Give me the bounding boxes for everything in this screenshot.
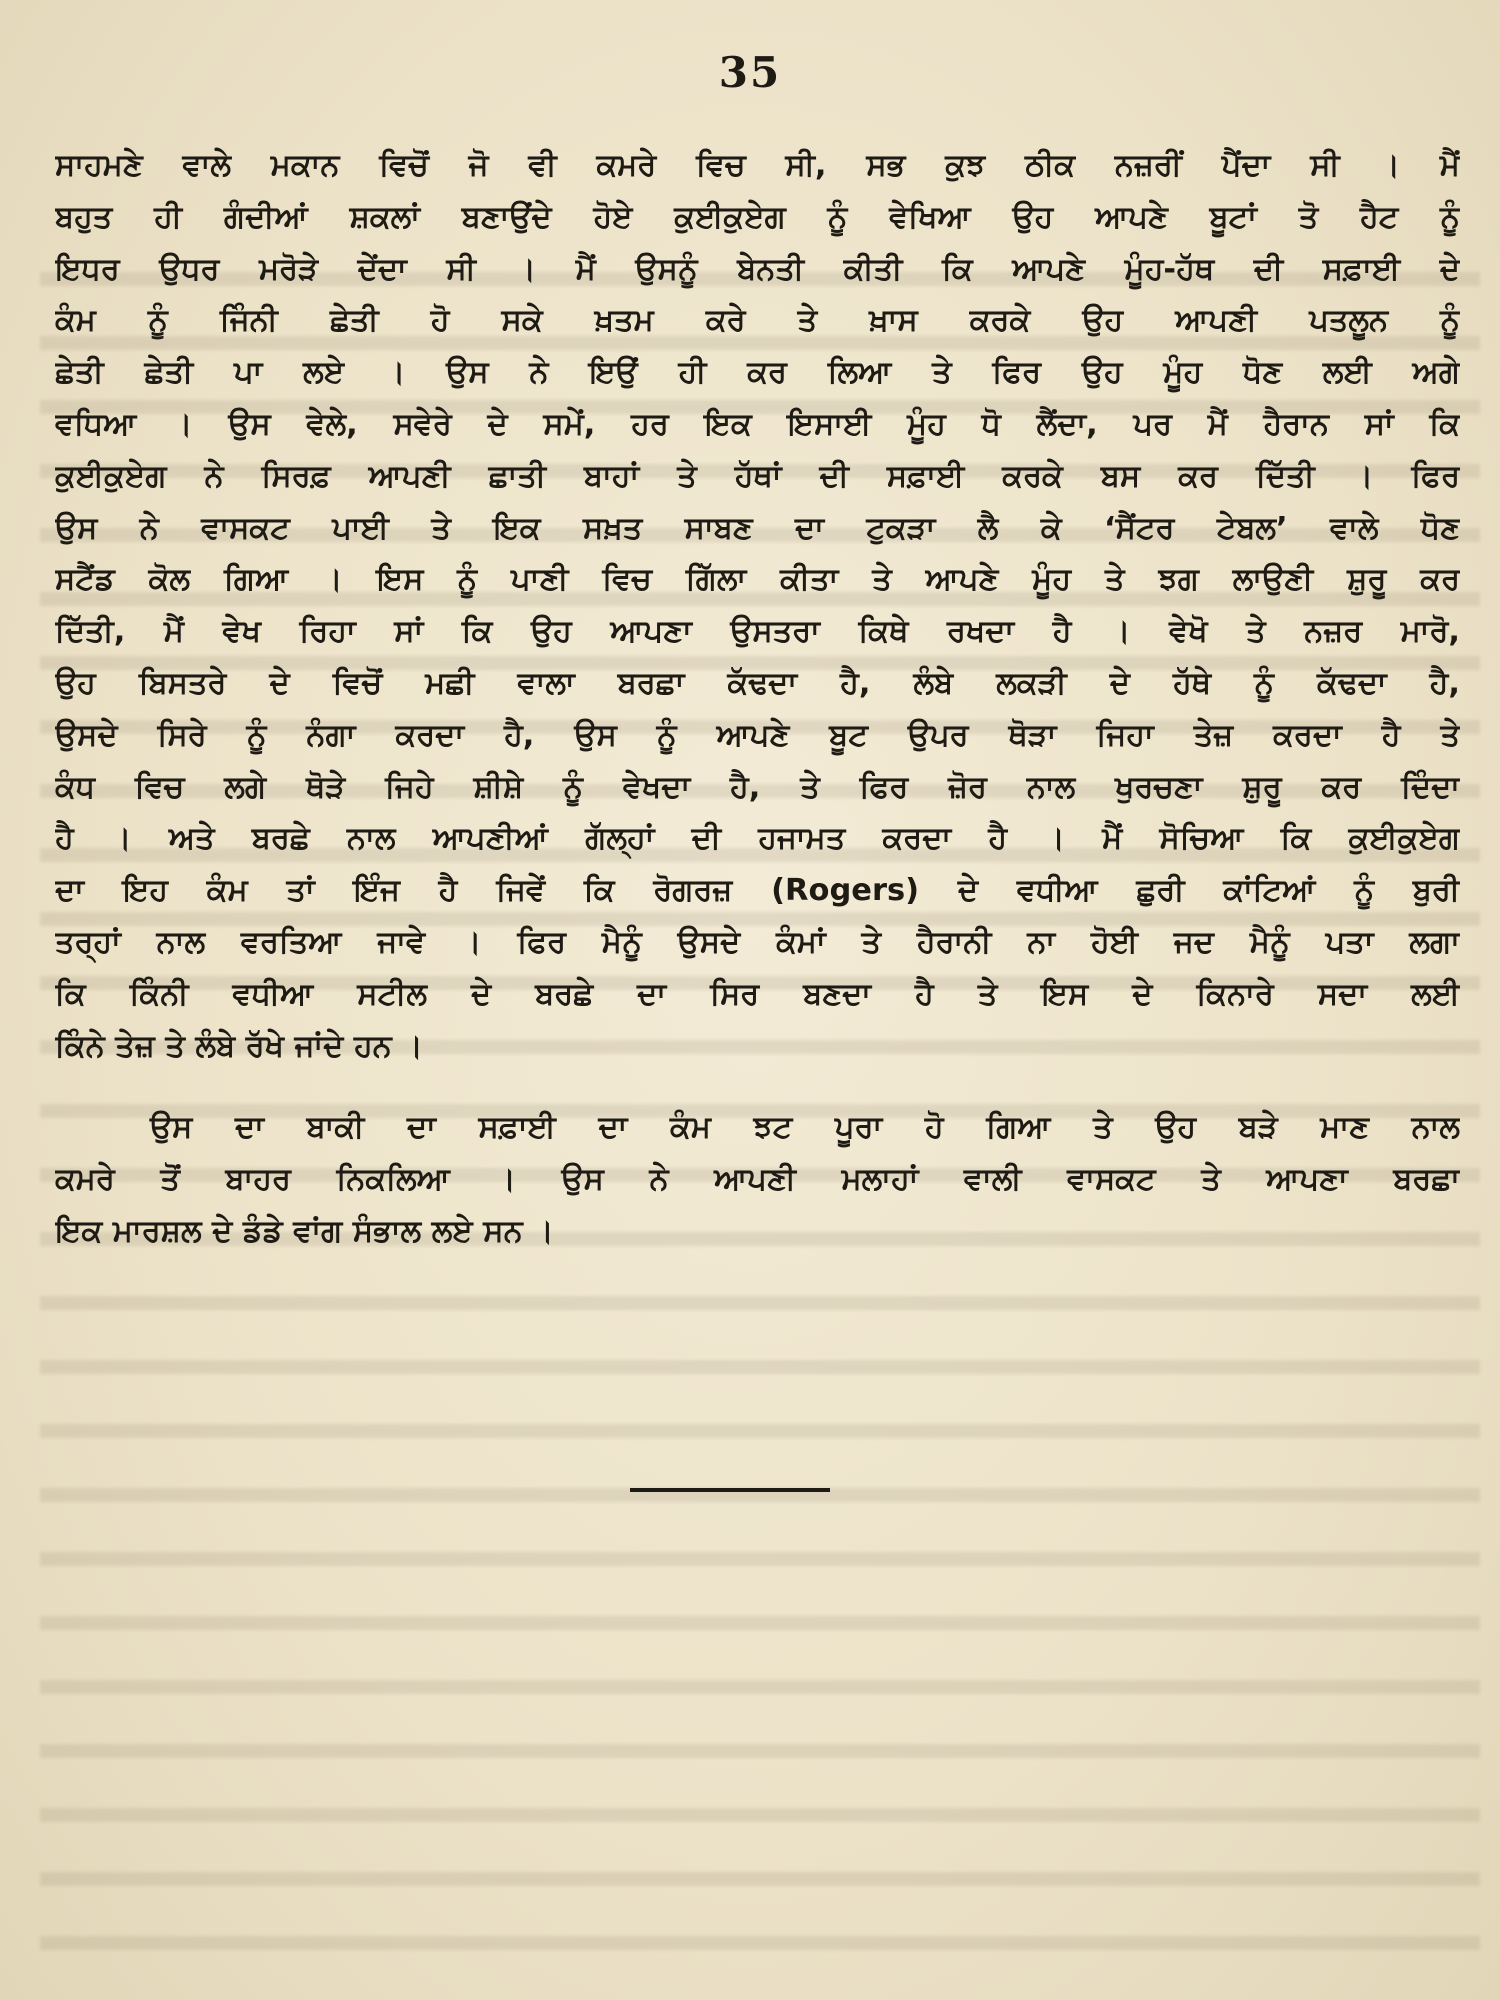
text-line: ਕਿੰਨੇ ਤੇਜ਼ ਤੇ ਲੰਬੇ ਰੱਖੇ ਜਾਂਦੇ ਹਨ । xyxy=(55,1028,423,1064)
text-line: ਕਿ ਕਿੰਨੀ ਵਧੀਆ ਸਟੀਲ ਦੇ ਬਰਛੇ ਦਾ ਸਿਰ ਬਣਦਾ ਹੈ ਤੇ ਇਸ ਦੇ ਕਿਨਾਰੇ ਸਦਾ ਲਈ xyxy=(55,976,1460,1012)
text-line: ਇਕ ਮਾਰਸ਼ਲ ਦੇ ਡੰਡੇ ਵਾਂਗ ਸੰਭਾਲ ਲਏ ਸਨ । xyxy=(55,1213,554,1249)
text-line: ਕੰਧ ਵਿਚ ਲਗੇ ਥੋੜੇ ਜਿਹੇ ਸ਼ੀਸ਼ੇ ਨੂੰ ਵੇਖਦਾ ਹੈ, ਤੇ ਫਿਰ ਜ਼ੋਰ ਨਾਲ ਖੁਰਚਣਾ ਸ਼ੁਰੂ ਕਰ ਦਿੰਦਾ xyxy=(55,769,1460,805)
text-line: ਕੁਈਕੁਏਗ ਨੇ ਸਿਰਫ਼ ਆਪਣੀ ਛਾਤੀ ਬਾਹਾਂ ਤੇ ਹੱਥਾਂ ਦੀ ਸਫ਼ਾਈ ਕਰਕੇ ਬਸ ਕਰ ਦਿੱਤੀ । ਫਿਰ xyxy=(55,458,1460,494)
paragraph-2 xyxy=(55,1102,1460,1257)
text-line: ਹੈ । ਅਤੇ ਬਰਛੇ ਨਾਲ ਆਪਣੀਆਂ ਗੱਲ੍ਹਾਂ ਦੀ ਹਜਾਮਤ ਕਰਦਾ ਹੈ । ਮੈਂ ਸੋਚਿਆ ਕਿ ਕੁਈਕੁਏਗ xyxy=(55,821,1460,857)
text-line: ਦਿੱਤੀ, ਮੈਂ ਵੇਖ ਰਿਹਾ ਸਾਂ ਕਿ ਉਹ ਆਪਣਾ ਉਸਤਰਾ ਕਿਥੇ ਰਖਦਾ ਹੈ । ਵੇਖੋ ਤੇ ਨਜ਼ਰ ਮਾਰੋ, xyxy=(55,614,1460,650)
text-line: ਬਹੁਤ ਹੀ ਗੰਦੀਆਂ ਸ਼ਕਲਾਂ ਬਣਾਉਂਦੇ ਹੋਏ ਕੁਈਕੁਏਗ ਨੂੰ ਵੇਖਿਆ ਉਹ ਆਪਣੇ ਬੂਟਾਂ ਤੋ ਹੈਟ ਨੂੰ xyxy=(55,199,1460,235)
text-line: ਕੰਮ ਨੂੰ ਜਿੰਨੀ ਛੇਤੀ ਹੋ ਸਕੇ ਖ਼ਤਮ ਕਰੇ ਤੇ ਖ਼ਾਸ ਕਰਕੇ ਉਹ ਆਪਣੀ ਪਤਲੂਨ ਨੂੰ xyxy=(55,303,1460,339)
text-line: ਸਾਹਮਣੇ ਵਾਲੇ ਮਕਾਨ ਵਿਚੋਂ ਜੋ ਵੀ ਕਮਰੇ ਵਿਚ ਸੀ, ਸਭ ਕੁਝ ਠੀਕ ਨਜ਼ਰੀਂ ਪੈਂਦਾ ਸੀ । ਮੈਂ xyxy=(55,148,1460,183)
text-line: ਵਧਿਆ । ਉਸ ਵੇਲੇ, ਸਵੇਰੇ ਦੇ ਸਮੇਂ, ਹਰ ਇਕ ਇਸਾਈ ਮੂੰਹ ਧੋ ਲੈਂਦਾ, ਪਰ ਮੈਂ ਹੈਰਾਨ ਸਾਂ ਕਿ xyxy=(55,406,1460,442)
section-divider-rule xyxy=(630,1488,830,1492)
text-line: ਸਟੈਂਡ ਕੋਲ ਗਿਆ । ਇਸ ਨੂੰ ਪਾਣੀ ਵਿਚ ਗਿੱਲਾ ਕੀਤਾ ਤੇ ਆਪਣੇ ਮੂੰਹ ਤੇ ਝਗ ਲਾਉਣੀ ਸ਼ੁਰੂ ਕਰ xyxy=(55,562,1460,598)
text-line: ਉਸ ਦਾ ਬਾਕੀ ਦਾ ਸਫ਼ਾਈ ਦਾ ਕੰਮ ਝਟ ਪੂਰਾ ਹੋ ਗਿਆ ਤੇ ਉਹ ਬੜੇ ਮਾਣ ਨਾਲ xyxy=(150,1110,1460,1146)
text-line: ਤਰ੍ਹਾਂ ਨਾਲ ਵਰਤਿਆ ਜਾਵੇ । ਫਿਰ ਮੈਨੂੰ ਉਸਦੇ ਕੰਮਾਂ ਤੇ ਹੈਰਾਨੀ ਨਾ ਹੋਈ ਜਦ ਮੈਨੂੰ ਪਤਾ ਲਗਾ xyxy=(55,924,1460,960)
text-line: ਇਧਰ ਉਧਰ ਮਰੋੜੇ ਦੇਂਦਾ ਸੀ । ਮੈਂ ਉਸਨੂੰ ਬੇਨਤੀ ਕੀਤੀ ਕਿ ਆਪਣੇ ਮੂੰਹ-ਹੱਥ ਦੀ ਸਫ਼ਾਈ ਦੇ xyxy=(55,251,1460,287)
body-text xyxy=(55,140,1460,1258)
page-number: 35 xyxy=(718,48,782,97)
text-line: ਉਹ ਬਿਸਤਰੇ ਦੇ ਵਿਚੋਂ ਮਛੀ ਵਾਲਾ ਬਰਛਾ ਕੱਢਦਾ ਹੈ, ਲੰਬੇ ਲਕੜੀ ਦੇ ਹੱਥੇ ਨੂੰ ਕੱਢਦਾ ਹੈ, xyxy=(55,665,1460,701)
paragraph-1 xyxy=(55,140,1460,1072)
text-line: ਉਸ ਨੇ ਵਾਸਕਟ ਪਾਈ ਤੇ ਇਕ ਸਖ਼ਤ ਸਾਬਣ ਦਾ ਟੁਕੜਾ ਲੈ ਕੇ ‘ਸੈਂਟਰ ਟੇਬਲ’ ਵਾਲੇ ਧੋਣ xyxy=(55,510,1460,546)
text-line: ਉਸਦੇ ਸਿਰੇ ਨੂੰ ਨੰਗਾ ਕਰਦਾ ਹੈ, ਉਸ ਨੂੰ ਆਪਣੇ ਬੂਟ ਉਪਰ ਥੋੜਾ ਜਿਹਾ ਤੇਜ਼ ਕਰਦਾ ਹੈ ਤੇ xyxy=(55,717,1460,753)
text-line: ਛੇਤੀ ਛੇਤੀ ਪਾ ਲਏ । ਉਸ ਨੇ ਇਉਂ ਹੀ ਕਰ ਲਿਆ ਤੇ ਫਿਰ ਉਹ ਮੂੰਹ ਧੋਣ ਲਈ ਅਗੇ xyxy=(55,355,1460,391)
text-line: ਦਾ ਇਹ ਕੰਮ ਤਾਂ ਇੰਜ ਹੈ ਜਿਵੇਂ ਕਿ ਰੋਗਰਜ਼ (Rogers) ਦੇ ਵਧੀਆ ਛੁਰੀ ਕਾਂਟਿਆਂ ਨੂੰ ਬੁਰੀ xyxy=(55,873,1460,909)
text-line: ਕਮਰੇ ਤੋਂ ਬਾਹਰ ਨਿਕਲਿਆ । ਉਸ ਨੇ ਆਪਣੀ ਮਲਾਹਾਂ ਵਾਲੀ ਵਾਸਕਟ ਤੇ ਆਪਣਾ ਬਰਛਾ xyxy=(55,1162,1460,1198)
